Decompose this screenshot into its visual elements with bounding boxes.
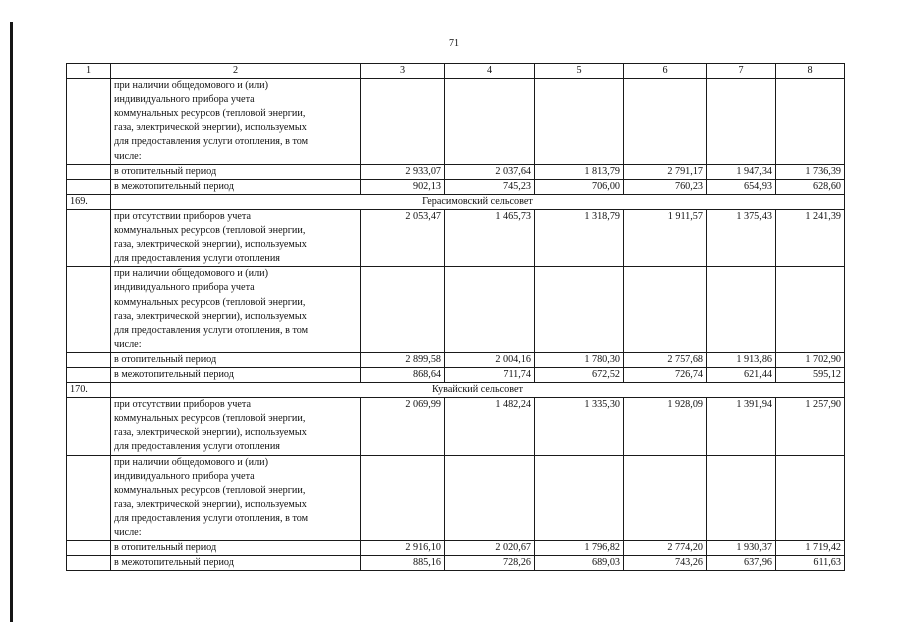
row-description bbox=[111, 367, 361, 382]
value-cell: 760,23 bbox=[624, 179, 707, 194]
description-line: коммунальных ресурсов (тепловой энергии, bbox=[114, 225, 306, 237]
value-cell: 2 069,99 bbox=[361, 398, 445, 455]
row-number bbox=[67, 398, 111, 455]
description-line: при отсутствии приборов учета bbox=[114, 210, 252, 222]
value-cell: 885,16 bbox=[361, 556, 445, 571]
value-cell: 628,60 bbox=[776, 179, 845, 194]
section-title: Кувайский сельсовет bbox=[111, 383, 845, 398]
header-cell: 7 bbox=[707, 64, 776, 79]
value-cell: 2 791,17 bbox=[624, 164, 707, 179]
description-line: коммунальных ресурсов (тепловой энергии, bbox=[114, 108, 306, 120]
description-line: индивидуального прибора учета bbox=[114, 470, 255, 482]
value-cell bbox=[707, 79, 776, 165]
row-number bbox=[67, 556, 111, 571]
page-number: 71 bbox=[449, 38, 459, 49]
row-description bbox=[111, 352, 361, 367]
value-cell: 1 780,30 bbox=[535, 352, 624, 367]
header-cell: 1 bbox=[67, 64, 111, 79]
tariff-table bbox=[66, 63, 845, 571]
value-cell: 1 702,90 bbox=[776, 352, 845, 367]
row-number bbox=[67, 541, 111, 556]
value-cell: 2 933,07 bbox=[361, 164, 445, 179]
value-cell: 2 020,67 bbox=[445, 541, 535, 556]
value-cell: 595,12 bbox=[776, 367, 845, 382]
value-cell bbox=[361, 455, 445, 541]
value-cell: 1 318,79 bbox=[535, 209, 624, 266]
table-row bbox=[67, 164, 845, 179]
description-line: газа, электрической энергии), используемых bbox=[114, 498, 307, 510]
header-cell: 2 bbox=[111, 64, 361, 79]
table-row bbox=[67, 179, 845, 194]
value-cell: 902,13 bbox=[361, 179, 445, 194]
value-cell: 1 947,34 bbox=[707, 164, 776, 179]
value-cell: 1 391,94 bbox=[707, 398, 776, 455]
row-number bbox=[67, 79, 111, 165]
value-cell: 689,03 bbox=[535, 556, 624, 571]
value-cell: 728,26 bbox=[445, 556, 535, 571]
value-cell bbox=[624, 79, 707, 165]
value-cell: 2 004,16 bbox=[445, 352, 535, 367]
row-description bbox=[111, 179, 361, 194]
description-line: газа, электрической энергии), используемых bbox=[114, 122, 307, 134]
description-line: газа, электрической энергии), используемых bbox=[114, 310, 307, 322]
value-cell bbox=[361, 267, 445, 353]
description-line: коммунальных ресурсов (тепловой энергии, bbox=[114, 413, 306, 425]
value-cell bbox=[535, 455, 624, 541]
row-description bbox=[111, 164, 361, 179]
row-number bbox=[67, 367, 111, 382]
description-line: при наличии общедомового и (или) bbox=[114, 80, 269, 92]
description-line: числе: bbox=[114, 338, 142, 350]
description-line: индивидуального прибора учета bbox=[114, 282, 255, 294]
header-cell: 6 bbox=[624, 64, 707, 79]
description-line: индивидуального прибора учета bbox=[114, 94, 255, 106]
value-cell: 1 930,37 bbox=[707, 541, 776, 556]
table-row bbox=[67, 352, 845, 367]
value-cell: 1 928,09 bbox=[624, 398, 707, 455]
section-row bbox=[67, 383, 845, 398]
row-description bbox=[111, 79, 361, 165]
table-row bbox=[67, 209, 845, 266]
section-row bbox=[67, 194, 845, 209]
value-cell: 726,74 bbox=[624, 367, 707, 382]
description-line: числе: bbox=[114, 527, 142, 538]
header-row bbox=[67, 64, 845, 79]
header-cell: 8 bbox=[776, 64, 845, 79]
value-cell: 621,44 bbox=[707, 367, 776, 382]
value-cell bbox=[445, 455, 535, 541]
row-number bbox=[67, 352, 111, 367]
description-line: коммунальных ресурсов (тепловой энергии, bbox=[114, 296, 306, 308]
table-row bbox=[67, 367, 845, 382]
table-row bbox=[67, 455, 845, 541]
value-cell: 1 736,39 bbox=[776, 164, 845, 179]
value-cell: 637,96 bbox=[707, 556, 776, 571]
row-number bbox=[67, 209, 111, 266]
value-cell: 2 037,64 bbox=[445, 164, 535, 179]
value-cell: 1 241,39 bbox=[776, 209, 845, 266]
description-line: числе: bbox=[114, 150, 142, 162]
value-cell: 1 375,43 bbox=[707, 209, 776, 266]
value-cell bbox=[445, 79, 535, 165]
row-number bbox=[67, 267, 111, 353]
value-cell: 1 813,79 bbox=[535, 164, 624, 179]
description-line: при наличии общедомового и (или) bbox=[114, 456, 269, 468]
value-cell: 711,74 bbox=[445, 367, 535, 382]
value-cell bbox=[624, 267, 707, 353]
scan-edge-line bbox=[10, 22, 13, 622]
row-number bbox=[67, 179, 111, 194]
table-row bbox=[67, 541, 845, 556]
row-description bbox=[111, 455, 361, 541]
value-cell: 2 053,47 bbox=[361, 209, 445, 266]
table-row bbox=[67, 398, 845, 455]
value-cell: 1 911,57 bbox=[624, 209, 707, 266]
value-cell: 672,52 bbox=[535, 367, 624, 382]
table-row bbox=[67, 79, 845, 165]
table-row bbox=[67, 267, 845, 353]
value-cell bbox=[445, 267, 535, 353]
value-cell: 1 335,30 bbox=[535, 398, 624, 455]
header-cell: 5 bbox=[535, 64, 624, 79]
value-cell: 2 899,58 bbox=[361, 352, 445, 367]
value-cell: 868,64 bbox=[361, 367, 445, 382]
value-cell: 1 482,24 bbox=[445, 398, 535, 455]
row-number bbox=[67, 164, 111, 179]
description-line: в межотопительный период bbox=[114, 557, 234, 569]
description-line: газа, электрической энергии), используемых bbox=[114, 427, 307, 439]
header-cell: 4 bbox=[445, 64, 535, 79]
value-cell: 743,26 bbox=[624, 556, 707, 571]
value-cell bbox=[535, 267, 624, 353]
description-line: в отопительный период bbox=[114, 165, 217, 177]
value-cell: 706,00 bbox=[535, 179, 624, 194]
description-line: при наличии общедомового и (или) bbox=[114, 268, 269, 280]
value-cell bbox=[707, 267, 776, 353]
description-line: газа, электрической энергии), используемых bbox=[114, 239, 307, 251]
description-line: в отопительный период bbox=[114, 542, 217, 554]
value-cell bbox=[776, 79, 845, 165]
value-cell bbox=[776, 267, 845, 353]
value-cell: 654,93 bbox=[707, 179, 776, 194]
row-number: 169. bbox=[67, 194, 111, 209]
section-title: Герасимовский сельсовет bbox=[111, 194, 845, 209]
value-cell: 1 796,82 bbox=[535, 541, 624, 556]
description-line: в межотопительный период bbox=[114, 180, 234, 192]
value-cell: 2 916,10 bbox=[361, 541, 445, 556]
value-cell bbox=[624, 455, 707, 541]
description-line: в межотопительный период bbox=[114, 368, 234, 380]
description-line: для предоставления услуги отопления bbox=[114, 253, 280, 265]
description-line: при отсутствии приборов учета bbox=[114, 399, 252, 411]
value-cell bbox=[535, 79, 624, 165]
value-cell: 1 257,90 bbox=[776, 398, 845, 455]
value-cell bbox=[707, 455, 776, 541]
row-description bbox=[111, 267, 361, 353]
description-line: в отопительный период bbox=[114, 353, 217, 365]
description-line: для предоставления услуги отопления, в том bbox=[114, 512, 309, 524]
description-line: для предоставления услуги отопления, в том bbox=[114, 324, 309, 336]
value-cell bbox=[361, 79, 445, 165]
description-line: коммунальных ресурсов (тепловой энергии, bbox=[114, 484, 306, 496]
table-row bbox=[67, 556, 845, 571]
value-cell: 1 913,86 bbox=[707, 352, 776, 367]
row-description bbox=[111, 541, 361, 556]
row-number bbox=[67, 455, 111, 541]
row-description bbox=[111, 556, 361, 571]
value-cell: 2 757,68 bbox=[624, 352, 707, 367]
value-cell: 2 774,20 bbox=[624, 541, 707, 556]
value-cell: 1 465,73 bbox=[445, 209, 535, 266]
value-cell bbox=[776, 455, 845, 541]
description-line: для предоставления услуги отопления, в том bbox=[114, 136, 309, 148]
value-cell: 1 719,42 bbox=[776, 541, 845, 556]
value-cell: 745,23 bbox=[445, 179, 535, 194]
header-cell: 3 bbox=[361, 64, 445, 79]
value-cell: 611,63 bbox=[776, 556, 845, 571]
row-description bbox=[111, 209, 361, 266]
row-number: 170. bbox=[67, 383, 111, 398]
description-line: для предоставления услуги отопления bbox=[114, 441, 280, 453]
row-description bbox=[111, 398, 361, 455]
